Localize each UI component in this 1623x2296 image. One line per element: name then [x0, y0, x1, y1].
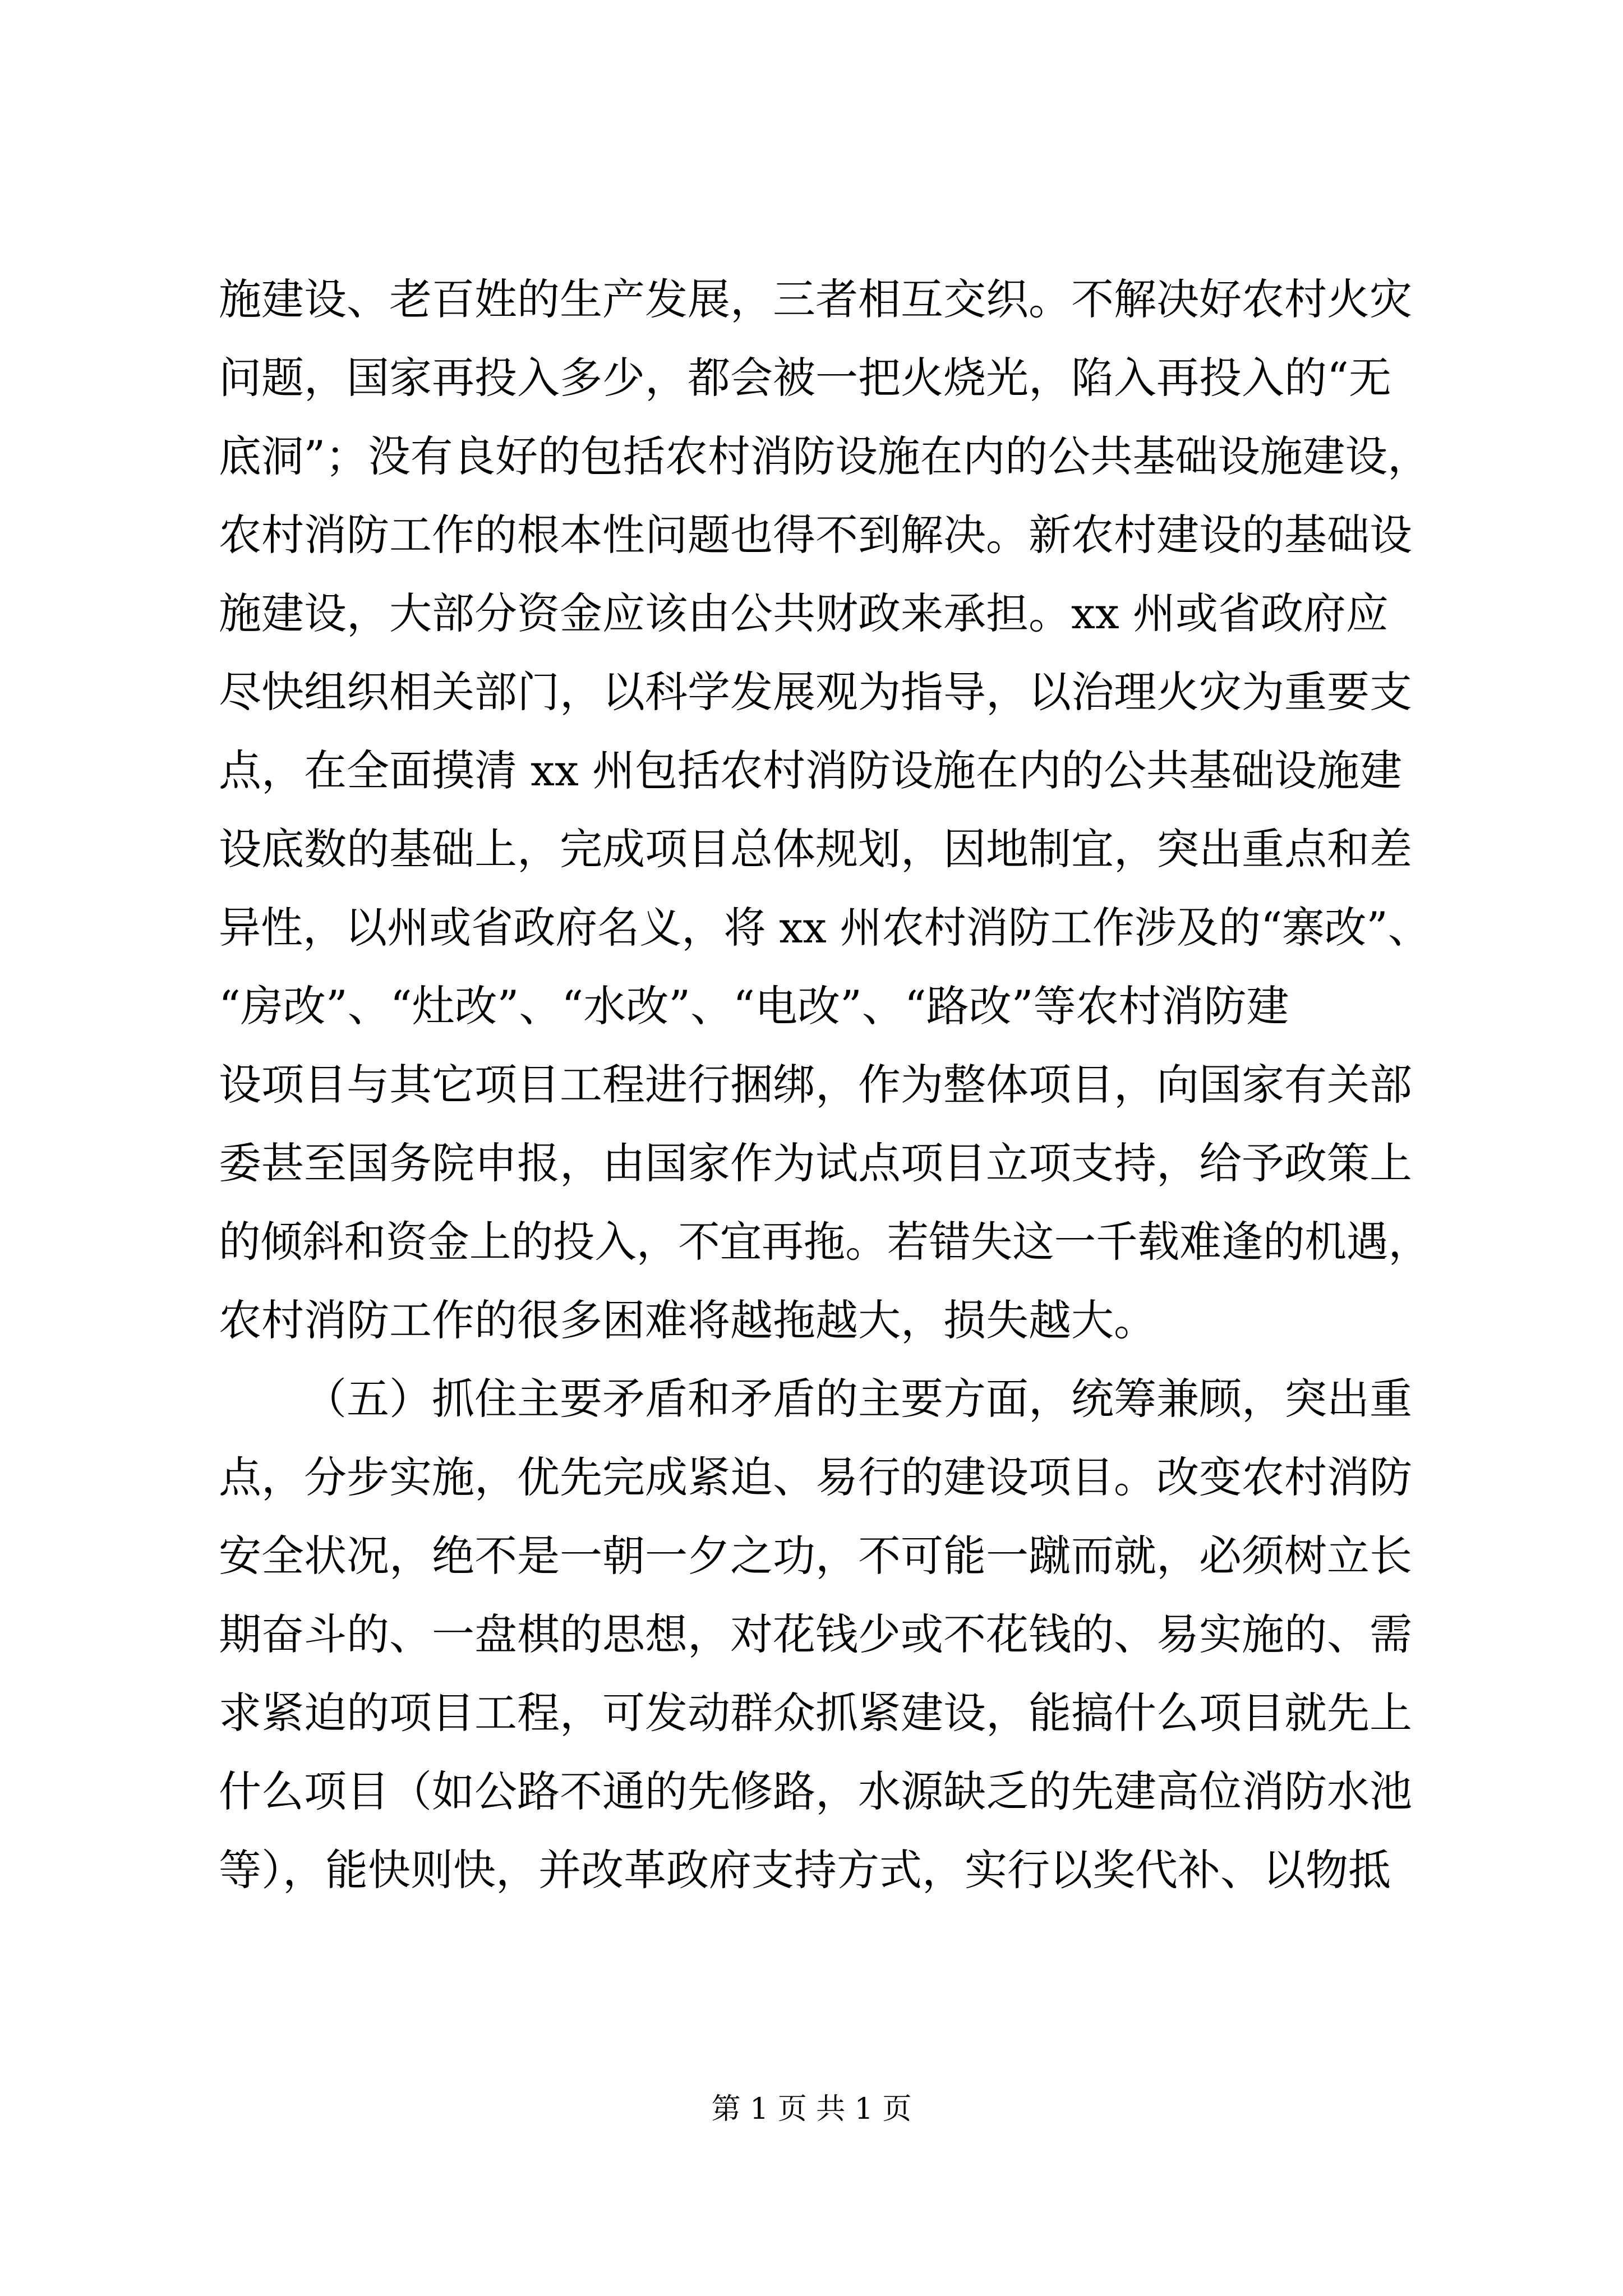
text-line: 点，分步实施，优先完成紧迫、易行的建设项目。改变农村消防: [219, 1452, 1412, 1502]
text-line: 问题，国家再投入多少，都会被一把火烧光，陷入再投入的“无: [219, 353, 1391, 403]
text-line: 的倾斜和资金上的投入，不宜再拖。若错失这一千载难逢的机遇，: [219, 1217, 1430, 1267]
text-line: 什么项目（如公路不通的先修路，水源缺乏的先建高位消防水池: [219, 1766, 1412, 1816]
text-line: 尽快组织相关部门，以科学发展观为指导，以治理火灾为重要支: [219, 667, 1412, 717]
text-line: 农村消防工作的根本性问题也得不到解决。新农村建设的基础设: [219, 510, 1412, 560]
text-line: 底洞”；没有良好的包括农村消防设施在内的公共基础设施建设，: [219, 431, 1430, 481]
text-line: 施建设、老百姓的生产发展，三者相互交织。不解决好农村火灾: [219, 274, 1412, 324]
text-line: 农村消防工作的很多困难将越拖越大，损失越大。: [219, 1295, 1156, 1345]
text-line: 设项目与其它项目工程进行捆绑，作为整体项目，向国家有关部: [219, 1060, 1412, 1110]
text-line: 异性，以州或省政府名义，将 xx 州农村消防工作涉及的“寨改”、: [219, 903, 1430, 953]
paragraph-first-line: （五）抓住主要矛盾和矛盾的主要方面，统筹兼顾，突出重: [304, 1374, 1412, 1424]
text-line: 设底数的基础上，完成项目总体规划，因地制宜，突出重点和差: [219, 824, 1412, 874]
text-line: 等），能快则快，并改革政府支持方式，实行以奖代补、以物抵: [219, 1845, 1391, 1895]
page-footer: 第 1 页 共 1 页: [711, 2092, 912, 2126]
text-line: 点，在全面摸清 xx 州包括农村消防设施在内的公共基础设施建: [219, 746, 1403, 795]
text-line: 委甚至国务院申报，由国家作为试点项目立项支持，给予政策上: [219, 1138, 1412, 1188]
text-line: 施建设，大部分资金应该由公共财政来承担。xx 州或省政府应: [219, 588, 1389, 638]
text-line: 期奋斗的、一盘棋的思想，对花钱少或不花钱的、易实施的、需: [219, 1609, 1412, 1659]
text-line: “房改”、“灶改”、“水改”、“电改”、“路改”等农村消防建: [219, 981, 1289, 1031]
text-line: 安全状况，绝不是一朝一夕之功，不可能一蹴而就，必须树立长: [219, 1531, 1412, 1581]
text-line: 求紧迫的项目工程，可发动群众抓紧建设，能搞什么项目就先上: [219, 1688, 1412, 1738]
